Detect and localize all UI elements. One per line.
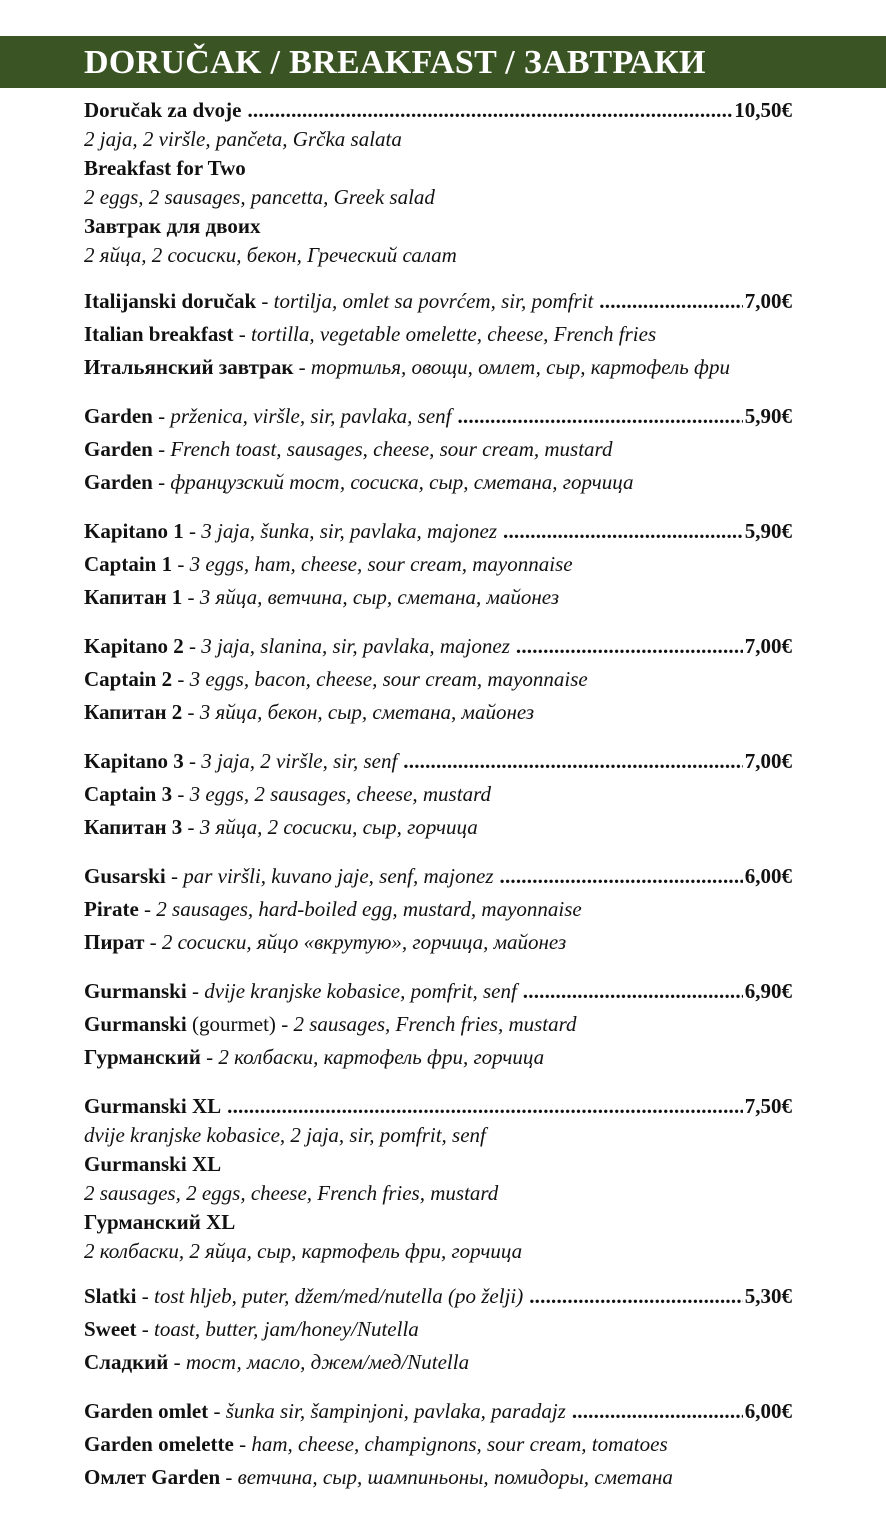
item-separator: -: [233, 322, 252, 346]
item-separator: -: [152, 404, 171, 428]
item-description: тост, масло, джем/мед/Nutella: [185, 1350, 470, 1374]
item-price: 7,50€: [744, 1094, 792, 1118]
dot-leader: [523, 977, 743, 1005]
item-price: 6,00€: [744, 1399, 792, 1423]
item-separator: -: [275, 1012, 294, 1036]
menu-item-line: [84, 212, 792, 240]
menu-item-line: [84, 241, 792, 269]
menu-item-row: [84, 287, 792, 315]
item-name: Garden: [84, 470, 153, 494]
item-name: Captain 3: [84, 782, 173, 806]
menu-item-row: [84, 1092, 792, 1120]
item-description: French toast, sausages, cheese, sour cream, mustard: [170, 437, 613, 461]
item-name: Капитан 3: [84, 815, 183, 839]
item-description: 2 колбаски, 2 яйца, сыр, картофель фри, горчица: [84, 1239, 523, 1263]
menu-item-line: [84, 154, 792, 182]
header-bar: [0, 36, 886, 88]
menu-item-line: [84, 895, 792, 923]
item-text: [84, 402, 451, 430]
item-separator: -: [293, 355, 311, 379]
menu-item-line: [84, 125, 792, 153]
item-description: par viršli, kuvano jaje, senf, majonez: [183, 864, 494, 888]
item-description: tost hljeb, puter, džem/med/nutella (po želji): [154, 1284, 524, 1308]
menu-item-line: [84, 435, 792, 463]
menu-item-line: [84, 320, 792, 348]
item-separator: -: [183, 749, 202, 773]
item-text: [84, 1350, 469, 1374]
menu-item-line: [84, 1150, 792, 1178]
item-description: 2 sausages, hard-boiled egg, mustard, mayonnaise: [156, 897, 582, 921]
item-text: [84, 127, 402, 151]
item-separator: -: [172, 782, 190, 806]
dot-leader: [457, 402, 742, 430]
item-text: [84, 470, 634, 494]
item-name: Завтрак для двоих: [84, 214, 261, 238]
item-note: (gourmet): [186, 1012, 276, 1036]
item-name: Пират: [84, 930, 145, 954]
item-separator: -: [186, 979, 205, 1003]
item-name: Slatki: [84, 1284, 137, 1308]
item-name: Gusarski: [84, 864, 166, 888]
item-separator: -: [138, 897, 157, 921]
item-separator: -: [256, 289, 274, 313]
menu-item-row: [84, 1397, 792, 1425]
item-text: [84, 897, 582, 921]
item-separator: -: [152, 470, 171, 494]
item-description: tortilja, omlet sa povrćem, sir, pomfrit: [273, 289, 594, 313]
menu-item-row: [84, 747, 792, 775]
item-separator: -: [172, 552, 190, 576]
item-description: tortilla, vegetable omelette, cheese, French fries: [251, 322, 657, 346]
page-title: DORUČAK / BREAKFAST / ЗАВТРАКИ: [84, 44, 706, 81]
item-name: Kapitano 2: [84, 634, 184, 658]
dot-leader: [529, 1282, 743, 1310]
item-text: [84, 1152, 221, 1176]
item-text: [84, 815, 478, 839]
item-separator: -: [200, 1045, 219, 1069]
item-text: [84, 667, 588, 691]
item-name: Kapitano 1: [84, 519, 184, 543]
item-description: 3 eggs, 2 sausages, cheese, mustard: [189, 782, 491, 806]
dot-leader: [572, 1397, 743, 1425]
item-text: [84, 700, 534, 724]
item-separator: -: [182, 815, 200, 839]
menu-item-line: [84, 1430, 792, 1458]
item-price: 5,90€: [744, 519, 792, 543]
item-price: 6,90€: [744, 979, 792, 1003]
item-text: [84, 322, 656, 346]
item-description: prženica, viršle, sir, pavlaka, senf: [170, 404, 452, 428]
item-price: 6,00€: [744, 864, 792, 888]
item-description: ветчина, сыр, шампиньоны, помидоры, сметана: [237, 1465, 673, 1489]
item-name: Italijanski doručak: [84, 289, 257, 313]
menu-item-line: [84, 698, 792, 726]
dot-leader: [227, 1092, 743, 1120]
item-text: [84, 862, 494, 890]
item-description: 2 sausages, French fries, mustard: [293, 1012, 577, 1036]
item-description: šunka sir, šampinjoni, pavlaka, paradajz: [225, 1399, 566, 1423]
item-description: 2 колбаски, картофель фри, горчица: [218, 1045, 545, 1069]
menu-item-row: [84, 977, 792, 1005]
item-description: 2 сосиски, яйцо «вкрутую», горчица, майонез: [161, 930, 567, 954]
dot-leader: [599, 287, 742, 315]
item-name: Pirate: [84, 897, 139, 921]
menu-item-row: [84, 632, 792, 660]
item-text: [84, 287, 593, 315]
item-name: Garden omlet: [84, 1399, 209, 1423]
item-text: [84, 782, 491, 806]
menu-item-line: [84, 183, 792, 211]
item-separator: -: [172, 667, 190, 691]
item-text: [84, 930, 566, 954]
item-description: 2 яйца, 2 сосиски, бекон, Греческий салат: [84, 243, 457, 267]
item-description: dvije kranjske kobasice, 2 jaja, sir, pomfrit, senf: [84, 1123, 486, 1147]
item-description: тортилья, овощи, омлет, сыр, картофель фри: [310, 355, 730, 379]
item-description: 2 sausages, 2 eggs, cheese, French fries, mustard: [84, 1181, 499, 1205]
item-name: Гурманский XL: [84, 1210, 236, 1234]
item-separator: -: [182, 700, 200, 724]
item-separator: -: [233, 1432, 252, 1456]
item-description: 2 jaja, 2 viršle, pančeta, Grčka salata: [84, 127, 402, 151]
item-description: 3 яйца, 2 сосиски, сыр, горчица: [199, 815, 478, 839]
item-text: [84, 1123, 486, 1147]
item-name: Гурманский: [84, 1045, 201, 1069]
item-text: [84, 1317, 419, 1341]
item-description: toast, butter, jam/honey/Nutella: [153, 1317, 419, 1341]
item-description: 2 eggs, 2 sausages, pancetta, Greek salad: [84, 185, 435, 209]
menu-item-line: [84, 928, 792, 956]
item-text: [84, 1432, 668, 1456]
item-separator: -: [136, 1284, 155, 1308]
menu-item-line: [84, 468, 792, 496]
item-separator: -: [183, 519, 202, 543]
menu-item-line: [84, 1237, 792, 1265]
item-description: 3 eggs, bacon, cheese, sour cream, mayonnaise: [189, 667, 588, 691]
item-separator: -: [144, 930, 162, 954]
item-name: Капитан 2: [84, 700, 183, 724]
item-text: [84, 1181, 498, 1205]
item-text: [84, 552, 573, 576]
item-name: Breakfast for Two: [84, 156, 246, 180]
item-separator: -: [183, 634, 202, 658]
menu-item-line: [84, 1348, 792, 1376]
item-text: [84, 1012, 577, 1036]
item-price: 7,00€: [744, 749, 792, 773]
dot-leader: [500, 862, 743, 890]
menu-item-line: [84, 665, 792, 693]
menu-item-row: [84, 96, 792, 124]
menu-item-line: [84, 353, 792, 381]
item-name: Итальянский завтрак: [84, 355, 294, 379]
item-name: Kapitano 3: [84, 749, 184, 773]
item-name: Garden: [84, 437, 153, 461]
item-text: [84, 214, 260, 238]
item-text: [84, 1210, 235, 1234]
menu-item-line: [84, 1463, 792, 1491]
item-name: Омлет Garden: [84, 1465, 221, 1489]
item-name: Gurmanski XL: [84, 1152, 222, 1176]
item-description: 3 jaja, 2 viršle, sir, senf: [201, 749, 398, 773]
menu-item-line: [84, 1121, 792, 1149]
item-name: Sweet: [84, 1317, 137, 1341]
item-text: [84, 977, 517, 1005]
item-name: Doručak za dvoje: [84, 98, 242, 122]
item-description: 3 jaja, šunka, sir, pavlaka, majonez: [201, 519, 498, 543]
item-separator: -: [165, 864, 184, 888]
item-description: 3 яйца, ветчина, сыр, сметана, майонез: [199, 585, 560, 609]
item-text: [84, 156, 246, 180]
dot-leader: [247, 96, 732, 124]
item-description: 3 eggs, ham, cheese, sour cream, mayonnaise: [189, 552, 573, 576]
menu-item-line: [84, 813, 792, 841]
item-description: ham, cheese, champignons, sour cream, tomatoes: [251, 1432, 668, 1456]
item-description: 3 яйца, бекон, сыр, сметана, майонез: [199, 700, 535, 724]
item-text: [84, 747, 397, 775]
item-price: 5,30€: [744, 1284, 792, 1308]
item-separator: -: [220, 1465, 238, 1489]
menu-item-row: [84, 862, 792, 890]
item-text: [84, 1465, 673, 1489]
item-name: Капитан 1: [84, 585, 183, 609]
dot-leader: [516, 632, 743, 660]
menu-item-line: [84, 1043, 792, 1071]
dot-leader: [503, 517, 743, 545]
item-price: 5,90€: [744, 404, 792, 428]
item-separator: -: [208, 1399, 226, 1423]
item-text: [84, 1397, 566, 1425]
item-price: 7,00€: [744, 634, 792, 658]
menu-item-row: [84, 1282, 792, 1310]
item-text: [84, 1092, 221, 1120]
menu-item-line: [84, 1179, 792, 1207]
item-description: французский тост, сосиска, сыр, сметана, горчица: [170, 470, 634, 494]
item-separator: -: [182, 585, 200, 609]
item-description: dvije kranjske kobasice, pomfrit, senf: [204, 979, 517, 1003]
menu-item-line: [84, 1315, 792, 1343]
item-name: Сладкий: [84, 1350, 169, 1374]
item-text: [84, 517, 497, 545]
menu-item-line: [84, 583, 792, 611]
item-name: Captain 2: [84, 667, 173, 691]
menu-item-line: [84, 550, 792, 578]
item-separator: -: [136, 1317, 154, 1341]
menu-item-line: [84, 1010, 792, 1038]
item-text: [84, 355, 730, 379]
item-text: [84, 96, 241, 124]
item-name: Italian breakfast: [84, 322, 234, 346]
item-price: 7,00€: [744, 289, 792, 313]
item-name: Gurmanski: [84, 979, 187, 1003]
item-text: [84, 185, 435, 209]
item-text: [84, 243, 457, 267]
menu-item-line: [84, 1208, 792, 1236]
item-text: [84, 1045, 544, 1069]
item-text: [84, 437, 612, 461]
item-name: Gurmanski: [84, 1012, 187, 1036]
item-text: [84, 632, 510, 660]
item-separator: -: [152, 437, 171, 461]
item-description: 3 jaja, slanina, sir, pavlaka, majonez: [201, 634, 510, 658]
item-text: [84, 1239, 522, 1263]
menu-item-row: [84, 517, 792, 545]
item-text: [84, 1282, 523, 1310]
item-name: Garden: [84, 404, 153, 428]
item-price: 10,50€: [734, 98, 792, 122]
item-text: [84, 585, 559, 609]
item-name: Gurmanski XL: [84, 1094, 222, 1118]
item-name: Garden omelette: [84, 1432, 234, 1456]
menu-item-line: [84, 780, 792, 808]
menu-item-row: [84, 402, 792, 430]
item-name: Captain 1: [84, 552, 173, 576]
item-separator: -: [168, 1350, 186, 1374]
dot-leader: [403, 747, 742, 775]
